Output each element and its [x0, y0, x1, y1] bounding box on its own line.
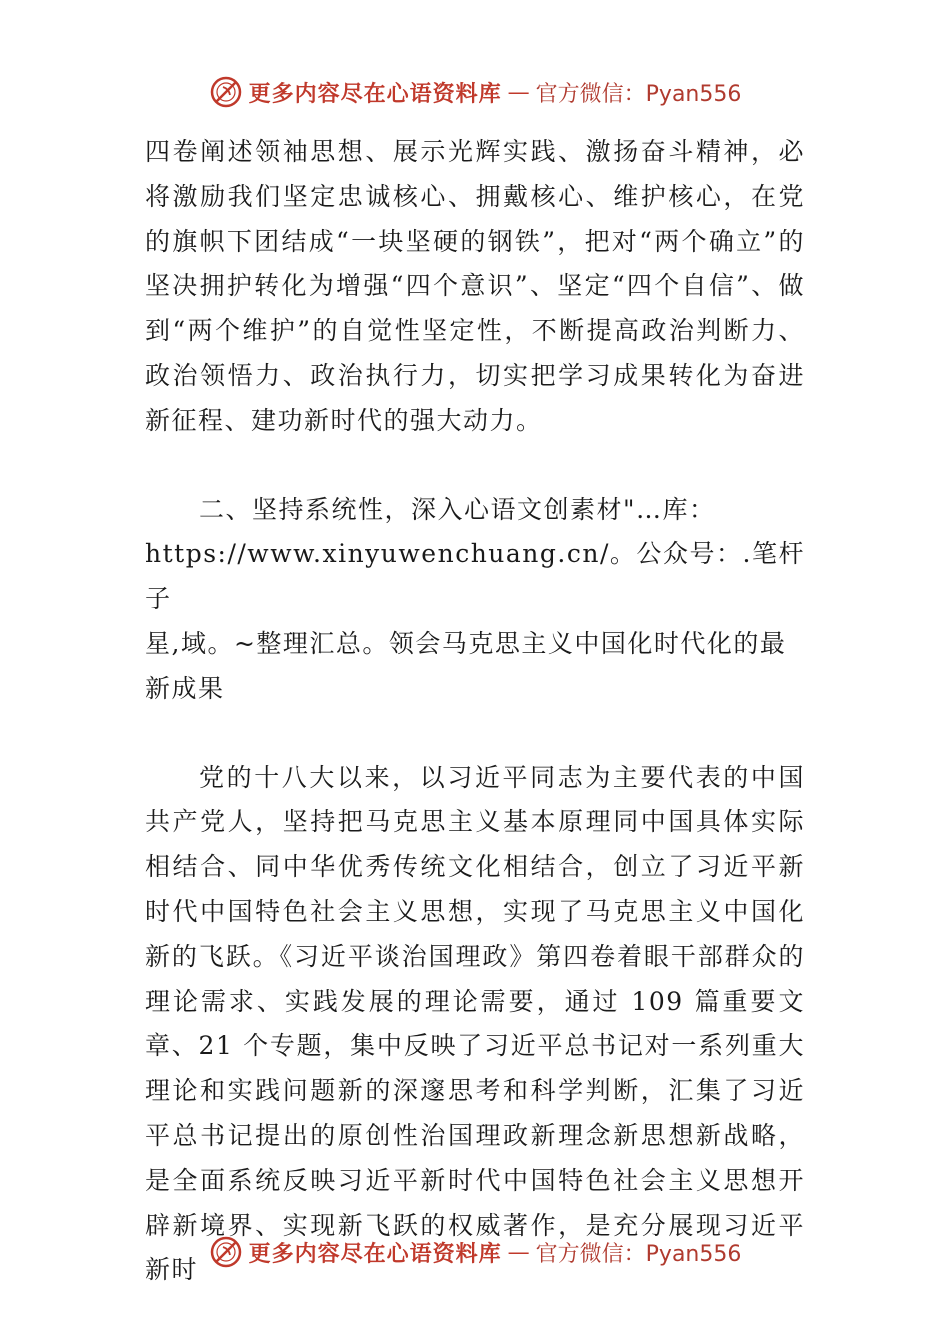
header-banner-text: 更多内容尽在心语资料库: [248, 80, 502, 107]
stamp-logo-icon: [209, 1235, 243, 1269]
paragraph-2-line-4: 新成果: [145, 673, 225, 703]
header-banner-separator: —: [507, 79, 530, 105]
footer-banner: [0, 1232, 950, 1272]
header-banner-wechat: 官方微信：Pyan556: [535, 81, 742, 107]
footer-banner-wechat: 官方微信：Pyan556: [535, 1241, 742, 1267]
header-banner: [0, 72, 950, 112]
paragraph-1: 四卷阐述领袖思想、展示光辉实践、激扬奋斗精神，必将激励我们坚定忠诚核心、拥戴核心、维护核心，在党的旗帜下团结成“一块坚硬的钢铁”，把对“两个确立”的坚决拥护转化为增强“四个意识”、坚定“四个自信”、做到“两个维护”的自觉性坚定性，不断提高政治判断力、政治领悟力、政治执行力，切实把学习成果转化为奋进新征程、建功新时代的强大动力。: [145, 137, 805, 435]
paragraph-2-link: https://www.xinyuwenchuang.cn/。公众号：.笔杆子: [145, 539, 805, 614]
paragraph-2-line-1: 二、坚持系统性，深入心语文创素材"…库：: [199, 494, 716, 524]
paragraph-2: [145, 488, 805, 712]
stamp-logo-icon: [209, 75, 243, 109]
paragraph-2-line-3: 星,域。~整理汇总。领会马克思主义中国化时代化的最: [145, 628, 787, 658]
paragraph-3: 党的十八大以来，以习近平同志为主要代表的中国共产党人，坚持把马克思主义基本原理同中国具体实际相结合、同中华优秀传统文化相结合，创立了习近平新时代中国特色社会主义思想，实现了马克思主义中国化新的飞跃。《习近平谈治国理政》第四卷着眼干部群众的理论需求、实践发展的理论需要，通过 109 篇重要文章、21 个专题，集中反映了习近平总书记对一系列重大理论和实践问题新的深邃思考和科学判断，汇集了习近平总书记提出的原创性治国理政新理念新思想新战略，是全面系统反映习近平新时代中国特色社会主义思想开辟新境界、实现新飞跃的权威著作，是充分展现习近平新时: [145, 762, 805, 1285]
document-body: [145, 130, 805, 1293]
footer-banner-text: 更多内容尽在心语资料库: [248, 1240, 502, 1267]
footer-banner-separator: —: [507, 1239, 530, 1265]
header-banner-content: [209, 75, 742, 109]
footer-banner-content: [209, 1235, 742, 1269]
